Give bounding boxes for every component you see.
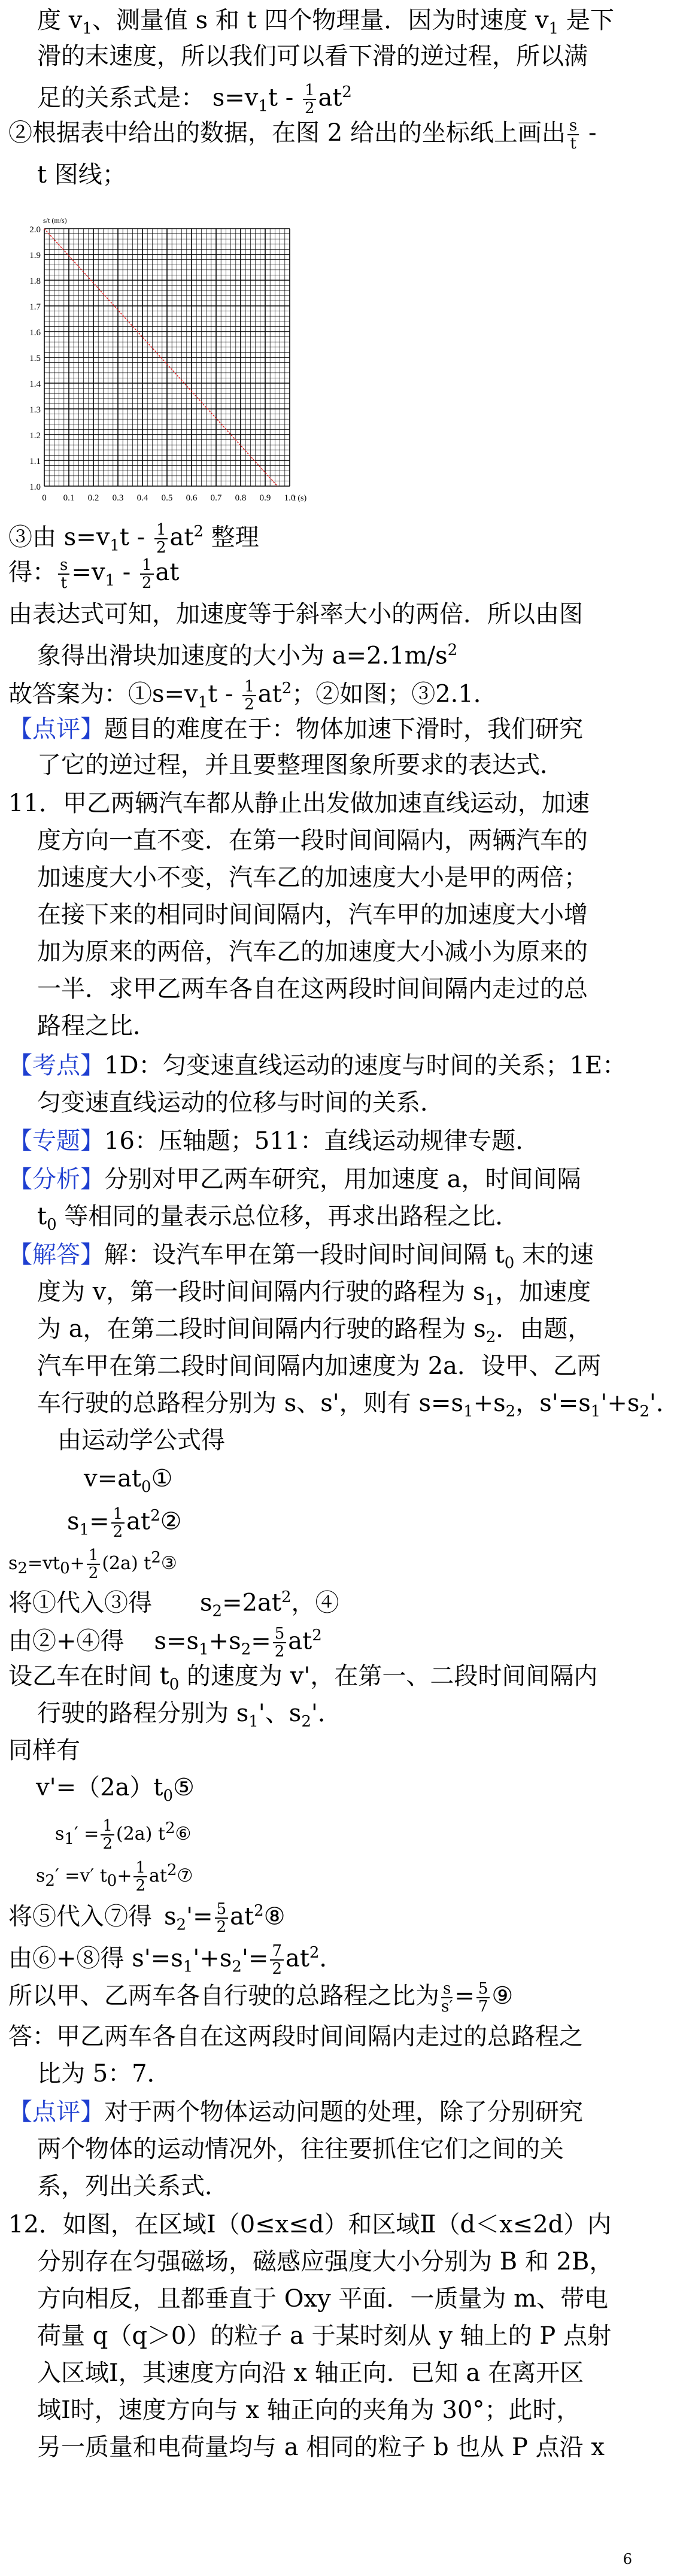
- x-tick-label: 0: [42, 493, 47, 503]
- text-line: 得： $\frac{s}{t}$ $=v_1$ - $\frac{1}{2}$ at: [8, 556, 180, 592]
- y-tick-label: 2.0: [29, 225, 41, 235]
- equation-5: $v'=(2a)t_0⑤$: [36, 1774, 195, 1805]
- fraction: $\frac{s}{t}$: [567, 117, 579, 152]
- fraction: $\frac{5}{7}$: [476, 1980, 490, 2015]
- fraction: $\frac{5}{2}$: [273, 1625, 287, 1660]
- question-12-line: 12．如图，在区域Ⅰ（0≤x≤d）和区域Ⅱ（d＜x≤2d）内: [8, 2211, 612, 2238]
- text-line: 象得出滑块加速度的大小为 $a=2.1m/s^2$: [37, 641, 458, 670]
- text-line: 【点评】题目的难度在于：物体加速下滑时，我们研究: [8, 715, 583, 743]
- x-tick-label: 1.0: [284, 493, 296, 503]
- equation-8: 将⑤代入⑦得 $s_2'=$ $\frac{5}{2}$ $at^2⑧$: [8, 1900, 286, 1937]
- text-line: 一半．求甲乙两车各自在这两段时间间隔内走过的总: [37, 975, 588, 1003]
- kaodian-tag: 【考点】: [8, 1052, 104, 1079]
- equation-3: s2=vt0+ $\frac{1}{2}$ (2a) t2③: [8, 1546, 177, 1582]
- text-line: 度方向一直不变．在第一段时间间隔内，两辆汽车的: [37, 827, 588, 854]
- y-tick-label: 1.1: [29, 457, 41, 466]
- equation-7: s2′ =v′ t0+ $\frac{1}{2}$ at2⑦: [36, 1859, 193, 1895]
- x-tick-label: 0.3: [112, 493, 124, 503]
- x-tick-label: 0.8: [235, 493, 247, 503]
- answer-line: 答：甲乙两车各自在这两段时间间隔内走过的总路程之: [8, 2023, 583, 2050]
- fraction: $\frac{1}{2}$: [303, 82, 317, 117]
- y-tick-label: 1.8: [29, 277, 41, 286]
- text-line: 分别存在匀强磁场，磁感应强度大小分别为 B 和 2B，: [37, 2248, 614, 2275]
- text-line: 系，列出关系式．: [37, 2173, 229, 2200]
- fraction: $\frac{1}{2}$: [87, 1547, 101, 1582]
- x-tick-label: 0.1: [63, 493, 75, 503]
- equation-sum-b: 由⑥+⑧得 $s'=s_1'+s_2'=$ $\frac{7}{2}$ $at^2$．: [8, 1942, 344, 1979]
- x-tick-label: 0.5: [161, 493, 173, 503]
- text-line: 域Ⅰ时，速度方向与 x 轴正向的夹角为 30°；此时，: [37, 2396, 581, 2424]
- y-tick-label: 1.9: [29, 251, 41, 260]
- x-tick-label: 0.9: [259, 493, 271, 503]
- text-line: 了它的逆过程，并且要整理图象所要求的表达式．: [37, 751, 564, 779]
- text-line: 行驶的路程分别为 $s_1'$、$s_2'$．: [37, 1700, 342, 1731]
- equation-sum: 由②+④得 $s=s_1+s_2=$ $\frac{5}{2}$ $at^2$: [8, 1625, 322, 1661]
- question-11-line: 11．甲乙两辆汽车都从静止出发做加速直线运动，加速: [8, 790, 590, 817]
- text-line: 滑的末速度，所以我们可以看下滑的逆过程，所以满: [37, 43, 588, 70]
- text-line: 加为原来的两倍，汽车乙的加速度大小减小为原来的: [37, 938, 588, 966]
- text-line: 荷量 q（q＞0）的粒子 a 于某时刻从 y 轴上的 P 点射: [37, 2322, 612, 2350]
- text-line: 由运动学公式得: [57, 1427, 225, 1454]
- text-line: 【解答】解：设汽车甲在第一段时间时间间隔 $t_0$ 末的速: [8, 1241, 594, 1272]
- x-axis-label: t (s): [293, 494, 307, 503]
- text-line: 【点评】对于两个物体运动问题的处理，除了分别研究: [8, 2098, 583, 2126]
- text-line: 方向相反，且都垂直于 Oxy 平面．一质量为 m、带电: [37, 2285, 609, 2313]
- text-line: 车行驶的总路程分别为 s、s'，则有 $s=s_1+s_2$，$s'=s_1'+s_2'$．: [37, 1389, 680, 1421]
- fraction: $\frac{1}{2}$: [154, 521, 168, 556]
- ratio-line: 所以甲、乙两车各自行驶的总路程之比为 $\frac{s}{s'}$ = $\frac{5}{7}$ ⑨: [8, 1980, 514, 2016]
- text-line: t 图线；: [37, 161, 126, 189]
- fraction: $\frac{s}{s'}$: [441, 1980, 453, 2016]
- y-tick-label: 1.0: [29, 483, 41, 492]
- text-line: 另一质量和电荷量均与 a 相同的粒子 b 也从 P 点沿 x: [37, 2434, 605, 2461]
- jieda-tag: 【解答】: [8, 1241, 104, 1269]
- y-tick-label: 1.6: [29, 328, 41, 338]
- text-line: 设乙车在时间 $t_0$ 的速度为 v'，在第一、二段时间间隔内: [8, 1662, 598, 1694]
- equation-4: 将①代入③得 $s_2=2at^2$，④: [8, 1588, 339, 1621]
- fraction: $\frac{1}{2}$: [242, 678, 256, 713]
- text-line: 匀变速直线运动的位移与时间的关系．: [37, 1089, 444, 1116]
- fraction: $\frac{5}{2}$: [215, 1901, 229, 1935]
- text-line: 路程之比．: [37, 1012, 157, 1040]
- text-line: 为 a，在第二段时间间隔内行驶的路程为 $s_2$．由题，: [37, 1315, 592, 1346]
- text-line: $t_0$ 等相同的量表示总位移，再求出路程之比．: [37, 1203, 520, 1234]
- comment-tag: 【点评】: [8, 715, 104, 743]
- text-line: 【分析】分别对甲乙两车研究，用加速度 a，时间间隔: [8, 1166, 581, 1193]
- text-line: 汽车甲在第二段时间间隔内加速度为 2a．设甲、乙两: [37, 1352, 602, 1380]
- equation-6: s1′ = $\frac{1}{2}$ (2a) t2⑥: [55, 1817, 192, 1853]
- s-over-t-vs-t-chart: [8, 211, 308, 522]
- text-line: 度 $v_1$、测量值 s 和 t 四个物理量．因为时速度 $v_1$ 是下: [37, 7, 614, 38]
- text-line: 【专题】16：压轴题；511：直线运动规律专题．: [8, 1127, 540, 1155]
- fraction: $\frac{s}{t}$: [58, 557, 69, 591]
- text-line: 加速度大小不变，汽车乙的加速度大小是甲的两倍；: [37, 864, 588, 891]
- text-line: 同样有: [8, 1737, 80, 1764]
- text-line: 入区域Ⅰ，其速度方向沿 x 轴正向．已知 a 在离开区: [37, 2359, 584, 2387]
- page-number: 6: [623, 2551, 632, 2568]
- fraction: $\frac{1}{2}$: [111, 1506, 125, 1540]
- x-tick-label: 0.2: [87, 493, 99, 503]
- y-tick-label: 1.7: [29, 302, 41, 312]
- text-line: 比为 5：7．: [37, 2060, 171, 2087]
- fenxi-tag: 【分析】: [8, 1166, 104, 1193]
- equation-2: $s_1=$ $\frac{1}{2}$ $at^2②$: [67, 1505, 182, 1542]
- y-axis-label: s/t (m/s): [43, 216, 67, 224]
- fraction: $\frac{1}{2}$: [140, 557, 154, 591]
- text-line: ③由 $s=v_1t$ - $\frac{1}{2}$ $at^2$ 整理: [8, 521, 259, 557]
- x-tick-label: 0.6: [186, 493, 198, 503]
- text-line: 【考点】1D：匀变速直线运动的速度与时间的关系；1E：: [8, 1052, 627, 1079]
- y-tick-label: 1.4: [29, 380, 41, 389]
- text-line: 故答案为：$①s=v_1t$ - $\frac{1}{2}$ $at^2$；②如图；③2.1．: [8, 678, 497, 714]
- x-tick-label: 0.7: [210, 493, 222, 503]
- text-line: 两个物体的运动情况外，往往要抓住它们之间的关: [37, 2135, 564, 2163]
- comment-tag: 【点评】: [8, 2098, 104, 2126]
- y-tick-label: 1.5: [29, 354, 41, 363]
- text-line: ②根据表中给出的数据，在图 2 给出的坐标纸上画出 $\frac{s}{t}$ -: [8, 117, 597, 153]
- text-line: 由表达式可知，加速度等于斜率大小的两倍．所以由图: [8, 600, 583, 628]
- x-tick-label: 0.4: [136, 493, 148, 503]
- fraction: $\frac{7}{2}$: [270, 1943, 284, 1977]
- y-tick-label: 1.2: [29, 431, 41, 441]
- zhuanti-tag: 【专题】: [8, 1127, 104, 1155]
- text-line: 度为 v，第一段时间间隔内行驶的路程为 $s_1$，加速度: [37, 1278, 591, 1309]
- text-line: 足的关系式是： $s=v_1t$ - $\frac{1}{2}$ $at^2$: [37, 81, 352, 118]
- text-line: 在接下来的相同时间间隔内，汽车甲的加速度大小增: [37, 901, 588, 929]
- equation-1: $v=at_0①$: [84, 1465, 173, 1496]
- fraction: $\frac{1}{2}$: [133, 1859, 147, 1894]
- fraction: $\frac{1}{2}$: [101, 1818, 114, 1852]
- y-tick-label: 1.3: [29, 405, 41, 415]
